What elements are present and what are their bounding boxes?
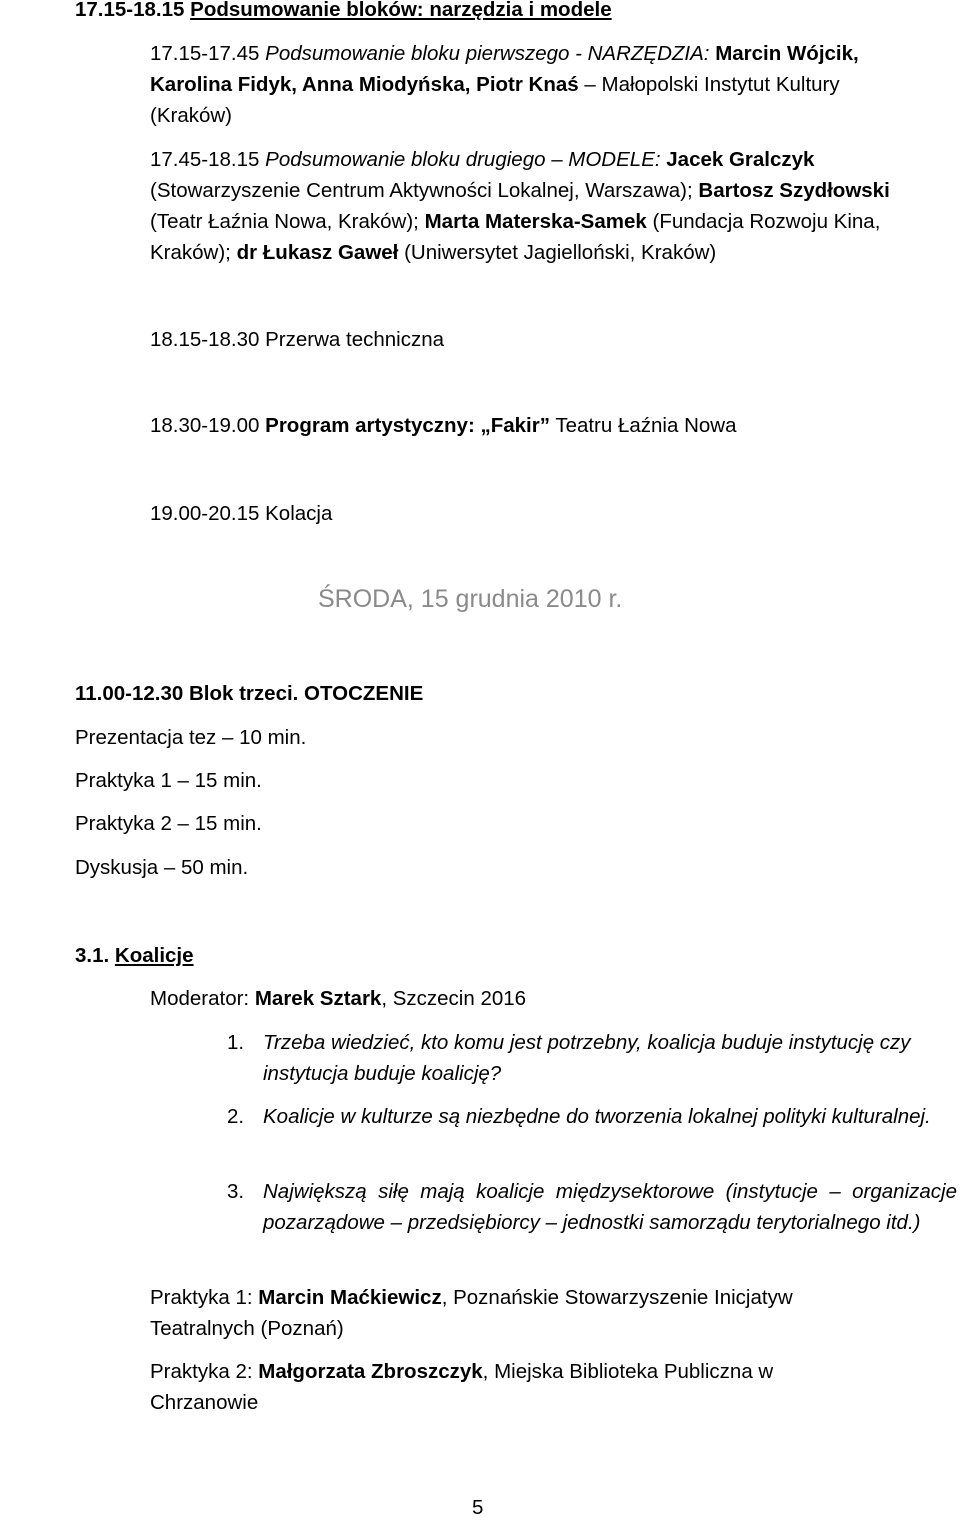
- block1-time: 17.15-17.45: [150, 42, 260, 65]
- block3-item-2: Praktyka 1 – 15 min.: [75, 769, 262, 792]
- thesis-3: [227, 1176, 957, 1269]
- art-show: „Fakir”: [480, 414, 550, 437]
- thesis-number: 3.: [227, 1180, 245, 1203]
- practice-2-rest: , Miejska Biblioteka Publiczna w Chrzanowie: [150, 1360, 774, 1414]
- section-number: 3.1.: [75, 944, 110, 967]
- thesis-number: 2.: [227, 1105, 245, 1128]
- break-line: 18.15-18.30 Przerwa techniczna: [150, 328, 445, 351]
- block2-affil-1: (Stowarzyszenie Centrum Aktywności Lokalnej, Warszawa);: [150, 179, 693, 202]
- dinner-line: 19.00-20.15 Kolacja: [150, 502, 333, 525]
- block2-person-3: Marta Materska-Samek: [424, 210, 647, 233]
- practice-1: [150, 1282, 880, 1344]
- block2-person-1: Jacek Gralczyk: [666, 148, 815, 171]
- thesis-1: [227, 1027, 957, 1089]
- block2-time: 17.45-18.15: [150, 148, 260, 171]
- block2-person-4: dr Łukasz Gaweł: [236, 241, 399, 264]
- practice-2-name: Małgorzata Zbroszczyk: [258, 1360, 483, 1383]
- summary-block2: [150, 144, 940, 268]
- block2-affil-4: (Uniwersytet Jagielloński, Kraków): [404, 241, 717, 264]
- block3-item-1: Prezentacja tez – 10 min.: [75, 726, 307, 749]
- practice-2-label: Praktyka 2:: [150, 1360, 253, 1383]
- art-label: Program artystyczny:: [265, 414, 475, 437]
- practice-1-rest: , Poznańskie Stowarzyszenie Inicjatyw Teatralnych (Poznań): [150, 1286, 793, 1340]
- moderator-name: Marek Sztark: [254, 987, 382, 1010]
- thesis-2: [227, 1101, 957, 1163]
- practice-1-label: Praktyka 1:: [150, 1286, 253, 1309]
- block3-item-3: Praktyka 2 – 15 min.: [75, 812, 262, 835]
- section-title: Koalicje: [114, 944, 194, 967]
- thesis-text: Koalicje w kulturze są niezbędne do tworzenia lokalnej polityki kulturalnej.: [263, 1105, 931, 1128]
- thesis-text: Trzeba wiedzieć, kto komu jest potrzebny, koalicja buduje instytucję czy instytucja buduje koalicję?: [263, 1031, 911, 1085]
- day-heading: ŚRODA, 15 grudnia 2010 r.: [318, 585, 623, 613]
- block1-affiliation: – Małopolski Instytut Kultury (Kraków): [150, 73, 840, 127]
- thesis-number: 1.: [227, 1031, 245, 1054]
- section-heading: [75, 940, 194, 971]
- art-program: [150, 410, 930, 441]
- block1-people: Marcin Wójcik, Karolina Fidyk, Anna Miodyńska, Piotr Knaś: [150, 42, 859, 96]
- block3-item-4: Dyskusja – 50 min.: [75, 856, 249, 879]
- page-number: 5: [472, 1496, 484, 1519]
- thesis-text: Największą siłę mają koalicje międzysektorowe (instytucje – organizacje pozarządowe – przedsiębiorcy – jednostki samorządu terytorialnego itd.): [263, 1180, 957, 1234]
- summary-title: Podsumowanie bloków: narzędzia i modele: [190, 0, 612, 21]
- practice-2: [150, 1356, 860, 1418]
- summary-heading: [75, 0, 955, 25]
- block2-person-2: Bartosz Szydłowski: [698, 179, 890, 202]
- block2-intro: Podsumowanie bloku drugiego – MODELE:: [265, 148, 661, 171]
- summary-time: 17.15-18.15: [75, 0, 185, 21]
- moderator-label: Moderator:: [150, 987, 250, 1010]
- moderator-rest: , Szczecin 2016: [381, 987, 527, 1010]
- art-time: 18.30-19.00: [150, 414, 260, 437]
- block3-title: 11.00-12.30 Blok trzeci. OTOCZENIE: [75, 682, 424, 705]
- moderator-line: [150, 983, 526, 1014]
- block2-affil-3: (Fundacja Rozwoju Kina, Kraków);: [150, 210, 881, 264]
- summary-block1: [150, 38, 920, 131]
- practice-1-name: Marcin Maćkiewicz: [258, 1286, 442, 1309]
- art-venue: Teatru Łaźnia Nowa: [555, 414, 737, 437]
- block1-intro: Podsumowanie bloku pierwszego - NARZĘDZIA:: [265, 42, 710, 65]
- block2-affil-2: (Teatr Łaźnia Nowa, Kraków);: [150, 210, 419, 233]
